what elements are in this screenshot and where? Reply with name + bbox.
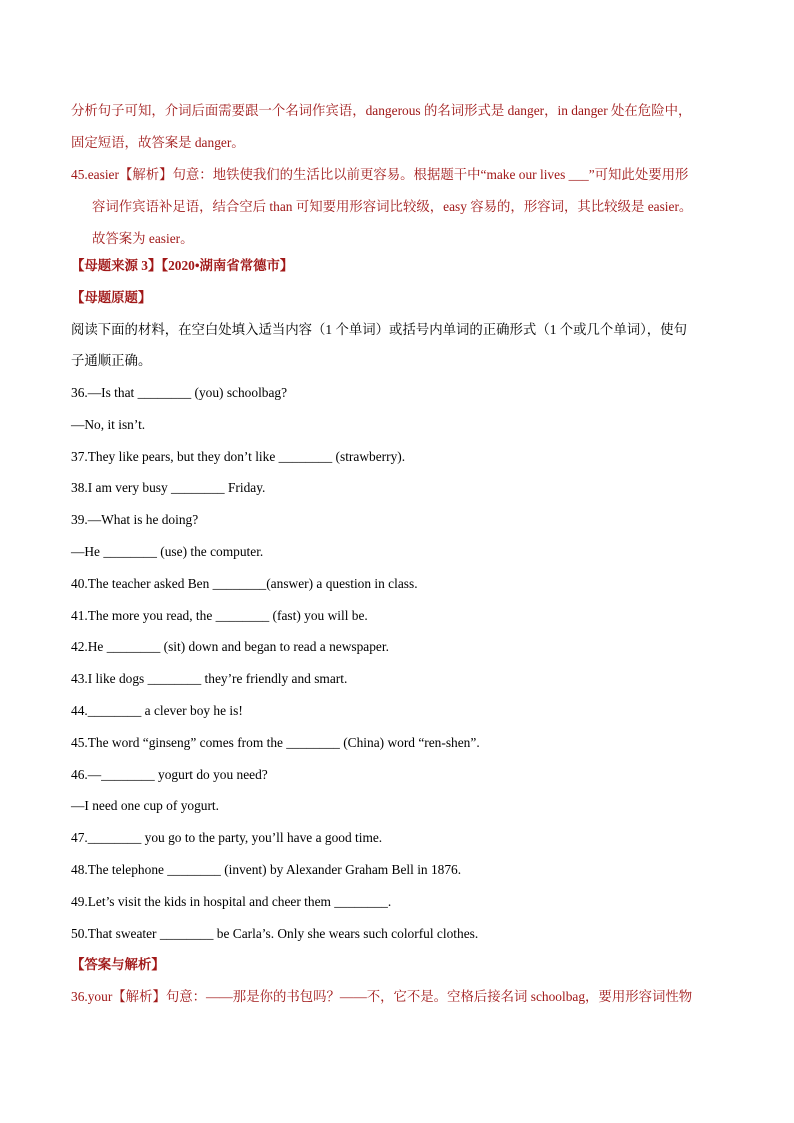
question-line: 38.I am very busy ________ Friday. [71,480,266,495]
answer-45-line-1: 45.easier【解析】句意：地铁使我们的生活比以前更容易。根据题干中“make our lives ___”可知此处要用形 [71,167,689,182]
question-line: 44.________ a clever boy he is! [71,703,243,718]
answers-header: 【答案与解析】 [71,957,165,972]
answer-45-line-2: 容词作宾语补足语，结合空后 than 可知要用形容词比较级，easy 容易的，形容词，其比较级是 easier。 [92,199,693,214]
answer-45-line-3: 故答案为 easier。 [92,231,194,246]
question-line: 37.They like pears, but they don’t like ________ (strawberry). [71,449,406,464]
instructions-line-2: 子通顺正确。 [71,353,152,368]
question-line: —I need one cup of yogurt. [71,798,219,813]
question-line: 36.—Is that ________ (you) schoolbag? [71,385,288,400]
question-line: 48.The telephone ________ (invent) by Alexander Graham Bell in 1876. [71,862,462,877]
original-header: 【母题原题】 [71,290,152,305]
question-line: 50.That sweater ________ be Carla’s. Only she wears such colorful clothes. [71,926,479,941]
instructions-line-1: 阅读下面的材料，在空白处填入适当内容（1 个单词）或括号内单词的正确形式（1 个或几个单词），使句 [71,322,687,337]
question-line: 46.—________ yogurt do you need? [71,767,268,782]
answer-36-line-1: 36.your【解析】句意：——那是你的书包吗？——不，它不是。空格后接名词 schoolbag，要用形容词性物 [71,989,693,1004]
question-line: —He ________ (use) the computer. [71,544,264,559]
question-line: 39.—What is he doing? [71,512,199,527]
question-line: 49.Let’s visit the kids in hospital and cheer them ________. [71,894,392,909]
source-header: 【母题来源 3】【2020•湖南省常德市】 [71,258,294,273]
question-line: 41.The more you read, the ________ (fast) you will be. [71,608,368,623]
question-line: 47.________ you go to the party, you’ll have a good time. [71,830,383,845]
question-line: 43.I like dogs ________ they’re friendly and smart. [71,671,348,686]
question-line: —No, it isn’t. [71,417,146,432]
question-line: 40.The teacher asked Ben ________(answer) a question in class. [71,576,418,591]
question-line: 42.He ________ (sit) down and began to read a newspaper. [71,639,389,654]
analysis-prev-line-2: 固定短语，故答案是 danger。 [71,135,245,150]
question-line: 45.The word “ginseng” comes from the ________ (China) word “ren-shen”. [71,735,480,750]
analysis-prev-line-1: 分析句子可知，介词后面需要跟一个名词作宾语，dangerous 的名词形式是 danger，in danger 处在危险中， [71,103,692,118]
